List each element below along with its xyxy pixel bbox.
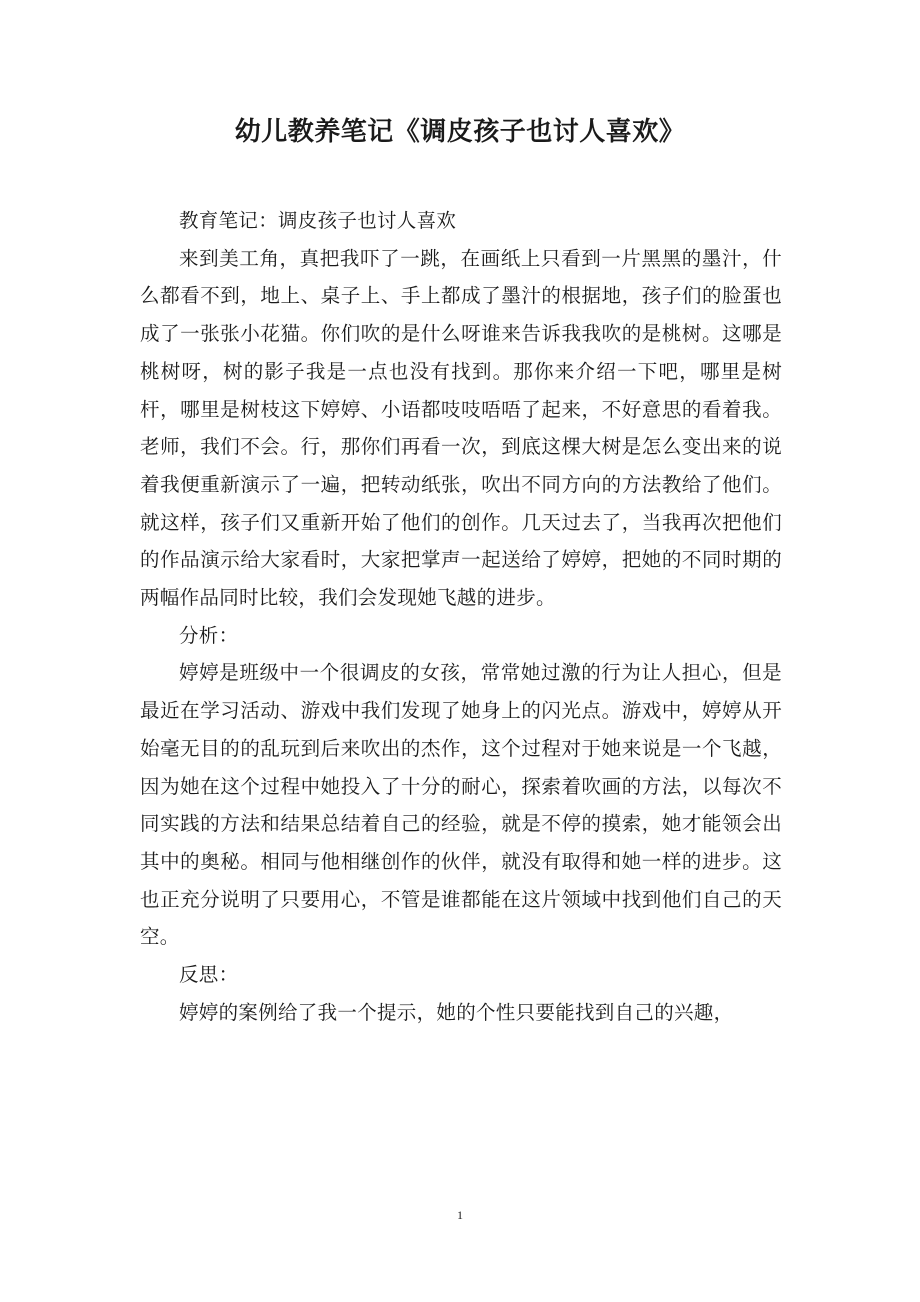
- paragraph-story: 来到美工角，真把我吓了一跳，在画纸上只看到一片黑黑的墨汁，什么都看不到，地上、桌子上、手上都成了墨汁的根据地，孩子们的脸蛋也成了一张张小花猫。你们吹的是什么呀谁来告诉我我吹的是桃树。这哪是桃树呀，树的影子我是一点也没有找到。那你来介绍一下吧，哪里是树杆，哪里是树枝这下婷婷、小语都吱吱唔唔了起来，不好意思的看着我。老师，我们不会。行，那你们再看一次，到底这棵大树是怎么变出来的说着我便重新演示了一遍，把转动纸张，吹出不同方向的方法教给了他们。就这样，孩子们又重新开始了他们的创作。几天过去了，当我再次把他们的作品演示给大家看时，大家把掌声一起送给了婷婷，把她的不同时期的两幅作品同时比较，我们会发现她飞越的进步。: [140, 246, 782, 610]
- paragraph-subtitle: 教育笔记：调皮孩子也讨人喜欢: [179, 209, 457, 232]
- document-title: 幼儿教养笔记《调皮孩子也讨人喜欢》: [234, 117, 686, 147]
- document-body: [140, 202, 782, 1031]
- paragraph-reflection-heading: 反思：: [179, 963, 239, 987]
- paragraph-analysis: 婷婷是班级中一个很调皮的女孩，常常她过激的行为让人担心，但是最近在学习活动、游戏中我们发现了她身上的闪光点。游戏中，婷婷从开始毫无目的的乱玩到后来吹出的杰作，这个过程对于她来说是一个飞越，因为她在这个过程中她投入了十分的耐心，探索着吹画的方法，以每次不同实践的方法和结果总结着自己的经验，就是不停的摸索，她才能领会出其中的奥秘。相同与他相继创作的伙伴，就没有取得和她一样的进步。这也正充分说明了只要用心，不管是谁都能在这片领域中找到他们自己的天空。: [140, 661, 782, 949]
- paragraph-analysis-heading: 分析：: [179, 623, 239, 647]
- page-number: 1: [457, 1208, 463, 1222]
- paragraph-reflection: 婷婷的案例给了我一个提示，她的个性只要能找到自己的兴趣，: [179, 1000, 734, 1024]
